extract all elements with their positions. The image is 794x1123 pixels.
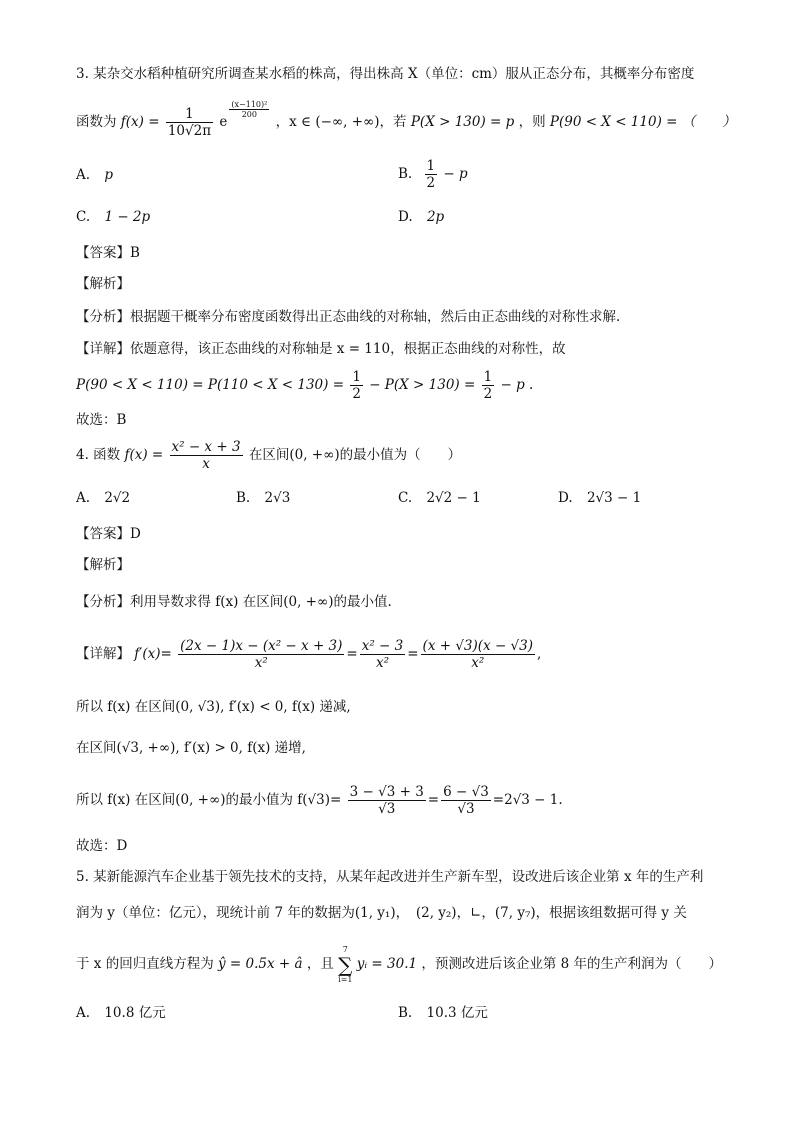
option-text: 10.3 亿元 bbox=[426, 1005, 488, 1021]
deriv-frac-1 bbox=[178, 638, 344, 671]
half-num: 1 bbox=[352, 369, 361, 385]
q4-stem bbox=[76, 438, 461, 472]
option-text: 2√2 bbox=[104, 490, 131, 506]
q3-stem-line2 bbox=[76, 100, 736, 139]
xiangjie-tag: 【详解】 bbox=[76, 341, 130, 357]
q3-density-fx: f(x) = bbox=[120, 114, 164, 130]
fenxi-text: 利用导数求得 f(x) 在区间(0, +∞)的最小值. bbox=[130, 594, 392, 610]
fenxi-tag: 【分析】 bbox=[76, 309, 130, 325]
q3-ask: ，则 bbox=[518, 114, 546, 130]
half-num: 1 bbox=[483, 369, 493, 385]
q3-xiangjie bbox=[76, 339, 566, 359]
q3-answer bbox=[76, 243, 140, 263]
deriv-frac-2 bbox=[360, 638, 406, 671]
q3-choose: 故选：B bbox=[76, 412, 127, 428]
q3-condition: P(X > 130) = p bbox=[410, 114, 515, 130]
q5-line3-mid: ，且 bbox=[306, 956, 334, 972]
option-letter: B. bbox=[398, 1005, 413, 1021]
q4-fx: f(x) = bbox=[124, 447, 168, 463]
q3-option-c[interactable] bbox=[76, 206, 150, 228]
option-letter: A. bbox=[76, 1005, 91, 1021]
option-text: 2√3 bbox=[264, 490, 291, 506]
q5-regression: ŷ = 0.5x + â bbox=[218, 956, 303, 972]
option-text: 2√3 − 1 bbox=[586, 490, 642, 506]
option-letter: B. bbox=[236, 490, 251, 506]
answer-tag: 【答案】 bbox=[76, 526, 130, 542]
q4-derivative: 【详解】 f′(x)= $\frac{\text{(2x − 1)x − (x² − x + 3)}}{\text{x²}}$ = $\frac{\text{x² − 3}}{\text{x²}}$ = $\frac{(x + √3)(x - √3)}{\text{x²}}$ , bbox=[76, 638, 542, 671]
q3-optb-num: 1 bbox=[426, 158, 436, 174]
option-text: p bbox=[104, 167, 113, 183]
m1-num: 3 − √3 + 3 bbox=[349, 784, 424, 800]
q4-stem-prefix: 4. 函数 bbox=[76, 447, 121, 463]
q3-option-b[interactable] bbox=[398, 158, 468, 191]
q5-option-a[interactable] bbox=[76, 1002, 166, 1024]
calc-half-2 bbox=[482, 369, 495, 402]
q4-choose: 故选：D bbox=[76, 838, 128, 854]
q4-answer bbox=[76, 524, 141, 544]
option-text: 10.8 亿元 bbox=[104, 1005, 166, 1021]
half-den: 2 bbox=[483, 386, 493, 402]
q3-domain: ，x ∈ (−∞, +∞)，若 bbox=[275, 114, 407, 130]
q5-option-b[interactable] bbox=[398, 1002, 488, 1024]
q3-exp-den: 200 bbox=[241, 110, 257, 119]
calc-right: − p . bbox=[500, 377, 534, 393]
q3-density-coef bbox=[166, 106, 213, 139]
m2-num: 6 − √3 bbox=[443, 784, 489, 800]
deriv-frac-3 bbox=[421, 638, 535, 671]
d3-den: x² bbox=[471, 655, 485, 671]
q4-decreasing: 所以 f(x) 在区间(0, √3), f′(x) < 0, f(x) 递减, bbox=[76, 699, 351, 715]
q4-option-c[interactable] bbox=[398, 487, 481, 509]
q4-frac bbox=[170, 439, 243, 472]
min-frac-1 bbox=[348, 784, 426, 817]
option-letter: C. bbox=[76, 209, 91, 225]
d3-num: (x + √3)(x − √3) bbox=[422, 638, 534, 654]
option-text: 2p bbox=[426, 209, 445, 225]
m2-den: √3 bbox=[457, 801, 475, 817]
min-result: =2√3 − 1. bbox=[492, 792, 563, 808]
d1-den: x² bbox=[254, 655, 268, 671]
q4-frac-num: x² − x + 3 bbox=[171, 439, 241, 455]
q5-line3-suffix: ，预测改进后该企业第 8 年的生产利润为（ ） bbox=[421, 956, 723, 972]
min-frac-2 bbox=[441, 784, 491, 817]
q3-density-num: 1 bbox=[166, 106, 213, 123]
fenxi-text: 根据题干概率分布密度函数得出正态曲线的对称轴，然后由正态曲线的对称性求解. bbox=[130, 309, 621, 325]
deriv-lhs: f′(x)= bbox=[134, 646, 172, 662]
calc-half-1 bbox=[350, 369, 363, 402]
option-letter: A. bbox=[76, 167, 91, 183]
q5-line3-prefix: 于 x 的回归直线方程为 bbox=[76, 956, 214, 972]
option-text: 1 − 2p bbox=[104, 209, 151, 225]
calc-left: P(90 < X < 110) = P(110 < X < 130) = bbox=[76, 377, 349, 393]
sum-bottom: i=1 bbox=[338, 974, 353, 984]
q3-analysis-tag: 【解析】 bbox=[76, 276, 130, 292]
d2-num: x² − 3 bbox=[361, 638, 404, 654]
option-letter: B. bbox=[398, 166, 413, 182]
fenxi-tag: 【分析】 bbox=[76, 594, 130, 610]
m1-den: √3 bbox=[378, 801, 396, 817]
q3-density-den: 10√2π bbox=[167, 123, 212, 139]
q4-min: 所以 f(x) 在区间(0, +∞)的最小值为 f(√3)= $\frac{3 - √3 + 3}{√3}$ = $\frac{6 - √3}{√3}$ =2√3 − 1. bbox=[76, 784, 563, 817]
q3-ask-expr: P(90 < X < 110) = （ ） bbox=[549, 114, 736, 130]
option-letter: D. bbox=[558, 490, 573, 506]
option-text: − p bbox=[443, 166, 468, 182]
q4-option-d[interactable] bbox=[558, 487, 641, 509]
q5-line3 bbox=[76, 944, 722, 985]
calc-mid: − P(X > 130) = bbox=[369, 377, 480, 393]
min-prefix: 所以 f(x) 在区间(0, +∞)的最小值为 f(√3)= bbox=[76, 792, 342, 808]
q3-stem-prefix: 函数为 bbox=[76, 114, 117, 130]
option-letter: A. bbox=[76, 490, 91, 506]
q4-analysis-tag: 【解析】 bbox=[76, 557, 130, 573]
q4-option-a[interactable] bbox=[76, 487, 130, 509]
q5-line1: 5. 某新能源汽车企业基于领先技术的支持，从某年起改进并生产新车型，设改进后该企业第 x 年的生产利 bbox=[76, 869, 704, 885]
half-den: 2 bbox=[352, 386, 361, 402]
q5-line2: 润为 y（单位：亿元），现统计前 7 年的数据为(1, y₁)， (2, y₂)，∟，(7, y₇)，根据该组数据可得 y 关 bbox=[76, 905, 687, 921]
answer-value: B bbox=[130, 245, 140, 261]
answer-value: D bbox=[130, 526, 141, 542]
q3-optb-den: 2 bbox=[426, 175, 436, 191]
q3-fenxi bbox=[76, 307, 620, 327]
q4-increasing: 在区间(√3, +∞), f′(x) > 0, f(x) 递增, bbox=[76, 740, 306, 756]
answer-tag: 【答案】 bbox=[76, 245, 130, 261]
q3-optb-frac bbox=[425, 158, 438, 191]
xiangjie-text: 依题意得，该正态曲线的对称轴是 x = 110，根据正态曲线的对称性，故 bbox=[130, 341, 566, 357]
q4-fenxi bbox=[76, 592, 392, 612]
d1-num: (2x − 1)x − (x² − x + 3) bbox=[180, 638, 343, 654]
q3-calc bbox=[76, 368, 533, 402]
q3-exp-num: (x−110)² bbox=[231, 100, 268, 109]
q3-option-a[interactable] bbox=[76, 164, 113, 186]
q3-density-exp-base: e bbox=[219, 114, 228, 130]
q3-stem-line1: 3. 某杂交水稻种植研究所调查某水稻的株高，得出株高 X（单位：cm）服从正态分布，其概率分布密度 bbox=[76, 66, 695, 82]
q3-density-exponent bbox=[229, 100, 269, 119]
option-letter: C. bbox=[398, 490, 413, 506]
q3-option-d[interactable] bbox=[398, 206, 444, 228]
xiangjie-tag: 【详解】 bbox=[76, 646, 130, 662]
q4-stem-suffix: 在区间(0, +∞)的最小值为（ ） bbox=[248, 447, 462, 463]
option-letter: D. bbox=[398, 209, 413, 225]
q4-option-b[interactable] bbox=[236, 487, 290, 509]
d2-den: x² bbox=[375, 655, 389, 671]
sum-top: 7 bbox=[342, 944, 348, 954]
summation-symbol: 7 ∑ i=1 bbox=[338, 944, 353, 984]
q4-frac-den: x bbox=[202, 456, 210, 472]
q5-sum-expr: yᵢ = 30.1 bbox=[356, 956, 418, 972]
option-text: 2√2 − 1 bbox=[426, 490, 481, 506]
